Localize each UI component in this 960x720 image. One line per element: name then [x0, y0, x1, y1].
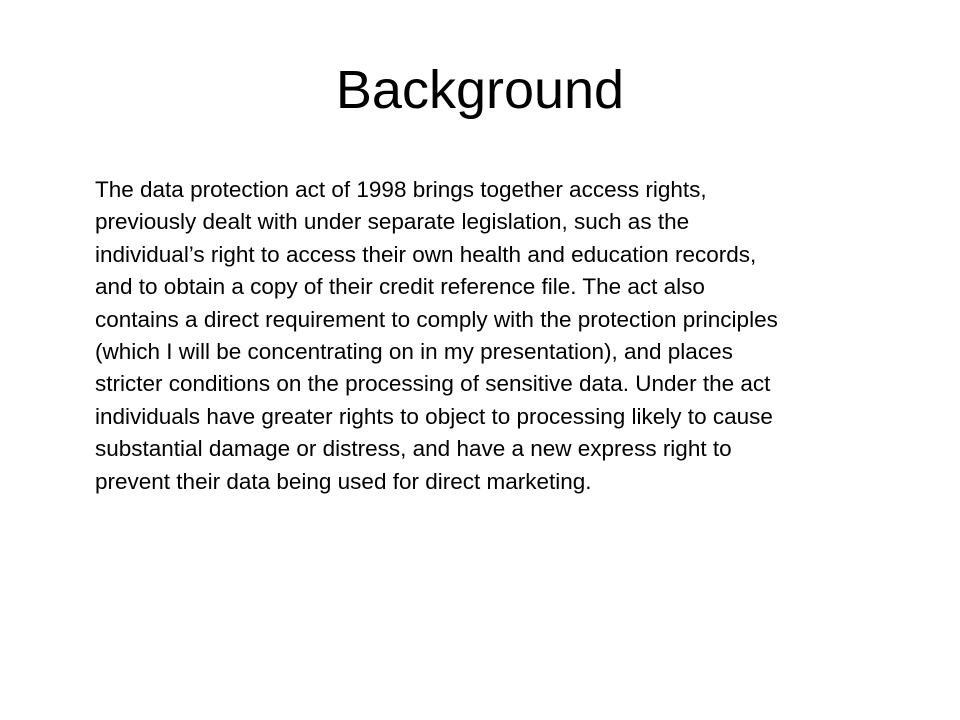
slide-title: Background — [335, 60, 625, 120]
body-line: previously dealt with under separate legislation, such as the — [95, 209, 690, 235]
body-line: stricter conditions on the processing of sensitive data. Under the act — [95, 371, 771, 397]
body-line: individuals have greater rights to object to processing likely to cause — [95, 403, 773, 429]
body-line: and to obtain a copy of their credit reference file. The act also — [95, 274, 705, 300]
body-line: substantial damage or distress, and have a new express right to — [95, 436, 732, 462]
body-line: individual’s right to access their own health and education records, — [95, 241, 757, 267]
body-line: contains a direct requirement to comply with the protection principles — [95, 306, 778, 332]
body-line: (which I will be concentrating on in my presentation), and places — [95, 339, 733, 365]
body-line: The data protection act of 1998 brings together access rights, — [95, 177, 707, 202]
slide-body-text — [95, 174, 915, 498]
body-line: prevent their data being used for direct marketing. — [95, 468, 592, 494]
